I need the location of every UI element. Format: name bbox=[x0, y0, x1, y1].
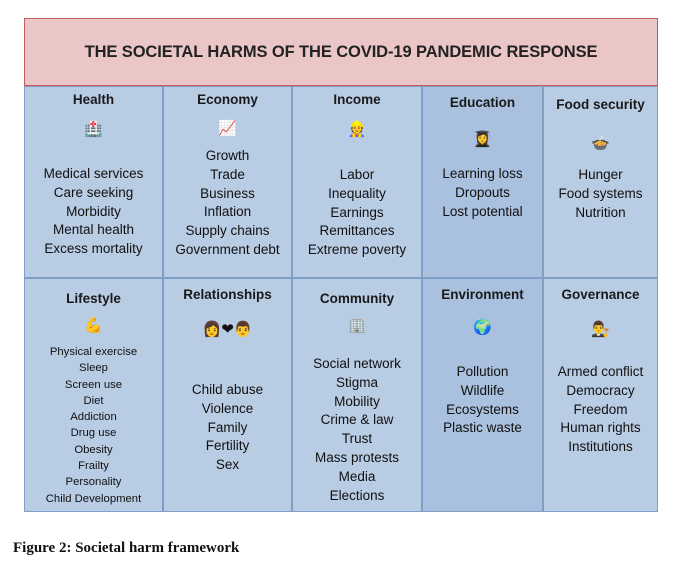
category-item: Human rights bbox=[560, 420, 641, 436]
category-cell-lifestyle bbox=[24, 278, 163, 512]
figure-title: THE SOCIETAL HARMS OF THE COVID-19 PANDEMIC RESPONSE bbox=[84, 42, 598, 61]
category-item-list bbox=[544, 166, 657, 222]
globe-icon: 🌍 bbox=[473, 319, 492, 336]
category-item: Frailty bbox=[78, 460, 109, 473]
category-cell-economy bbox=[163, 86, 292, 278]
category-item-list bbox=[164, 147, 291, 260]
category-item: Personality bbox=[65, 476, 122, 489]
category-item: Ecosystems bbox=[446, 401, 519, 417]
couple-heart-icon: 👩❤👨 bbox=[202, 321, 253, 338]
category-item: Inflation bbox=[203, 204, 252, 220]
category-item: Excess mortality bbox=[44, 241, 143, 257]
category-item: Nutrition bbox=[575, 204, 626, 220]
building-icon: 🏢 bbox=[347, 317, 367, 334]
category-item: Food systems bbox=[558, 185, 643, 201]
flexed-biceps-icon: 💪 bbox=[84, 317, 103, 334]
category-item: Media bbox=[338, 468, 376, 484]
category-heading: Economy bbox=[197, 92, 258, 107]
category-item: Sex bbox=[215, 457, 240, 473]
category-item: Labor bbox=[339, 167, 375, 182]
category-item-list bbox=[25, 344, 162, 507]
category-item: Inequality bbox=[328, 185, 386, 201]
category-item: Fertility bbox=[205, 438, 250, 454]
category-item: Social network bbox=[313, 356, 401, 371]
category-item: Stigma bbox=[335, 374, 379, 390]
category-item-list bbox=[164, 381, 291, 475]
title-bar bbox=[24, 18, 658, 86]
category-item: Dropouts bbox=[455, 184, 510, 200]
category-cell-community bbox=[292, 278, 422, 512]
category-item: Plastic waste bbox=[443, 420, 522, 436]
category-item: Morbidity bbox=[66, 203, 121, 219]
category-cell-income bbox=[292, 86, 422, 278]
category-item: Pollution bbox=[456, 364, 509, 379]
category-item: Child abuse bbox=[191, 382, 264, 397]
category-item: Remittances bbox=[319, 223, 395, 239]
category-heading: Food security bbox=[556, 97, 645, 112]
category-item: Mobility bbox=[334, 393, 380, 409]
category-item: Obesity bbox=[74, 443, 113, 456]
category-item: Mental health bbox=[52, 222, 135, 238]
category-item: Screen use bbox=[64, 378, 123, 391]
societal-harm-framework bbox=[24, 18, 658, 512]
category-item: Child Development bbox=[45, 492, 142, 505]
category-item: Physical exercise bbox=[49, 346, 138, 358]
category-heading: Income bbox=[333, 92, 381, 107]
category-item: Mass protests bbox=[314, 449, 400, 465]
category-item: Armed conflict bbox=[557, 364, 644, 379]
category-item-list bbox=[423, 165, 542, 221]
category-item: Trust bbox=[341, 431, 373, 447]
category-cell-governance bbox=[543, 278, 658, 512]
category-cell-environment bbox=[422, 278, 543, 512]
category-heading: Health bbox=[72, 92, 115, 107]
category-cell-health bbox=[24, 86, 163, 278]
category-item: Government debt bbox=[175, 241, 280, 257]
category-item: Trade bbox=[210, 166, 245, 182]
category-item: Medical services bbox=[43, 166, 144, 181]
category-item: Crime & law bbox=[320, 412, 394, 428]
category-item: Lost potential bbox=[442, 203, 523, 219]
category-cell-relationships bbox=[163, 278, 292, 512]
category-item: Sleep bbox=[79, 362, 108, 375]
category-item: Learning loss bbox=[442, 166, 523, 181]
chart-increasing-icon: 📈 bbox=[218, 120, 237, 137]
student-graduation-cap-icon: 👩‍🎓 bbox=[473, 131, 492, 148]
category-heading: Governance bbox=[561, 287, 640, 302]
category-cell-education bbox=[422, 86, 543, 278]
category-item: Addiction bbox=[70, 411, 117, 424]
category-item: Diet bbox=[83, 394, 104, 407]
category-item: Business bbox=[200, 185, 255, 201]
figure-caption: Figure 2: Societal harm framework bbox=[13, 540, 240, 556]
category-item: Hunger bbox=[578, 167, 623, 182]
food-bowl-icon: 🍲 bbox=[591, 135, 610, 152]
category-item: Extreme poverty bbox=[307, 242, 407, 258]
category-heading: Lifestyle bbox=[66, 291, 121, 306]
category-item-list bbox=[293, 166, 421, 260]
category-item: Drug use bbox=[70, 427, 117, 440]
category-item: Wildlife bbox=[460, 382, 505, 398]
category-item-list bbox=[423, 363, 542, 438]
category-item: Violence bbox=[201, 400, 254, 416]
hospital-icon: 🏥 bbox=[84, 121, 103, 138]
category-heading: Relationships bbox=[183, 287, 272, 302]
category-item-list bbox=[293, 355, 421, 505]
category-item: Democracy bbox=[566, 382, 635, 398]
category-item: Supply chains bbox=[185, 223, 270, 239]
category-item: Earnings bbox=[330, 204, 384, 220]
category-heading: Environment bbox=[441, 287, 524, 302]
category-item-list bbox=[544, 363, 657, 457]
judge-scales-icon: 👨‍⚖️ bbox=[591, 321, 610, 338]
category-heading: Education bbox=[449, 95, 516, 110]
category-item-list bbox=[25, 165, 162, 259]
category-cell-food-security bbox=[543, 86, 658, 278]
category-grid bbox=[24, 86, 658, 512]
category-heading: Community bbox=[319, 291, 395, 306]
category-item: Growth bbox=[205, 148, 250, 163]
category-item: Institutions bbox=[568, 439, 633, 455]
worker-icon: 👷 bbox=[347, 121, 367, 138]
category-item: Elections bbox=[329, 487, 385, 503]
category-item: Freedom bbox=[573, 401, 628, 417]
category-item: Care seeking bbox=[53, 184, 134, 200]
category-item: Family bbox=[207, 419, 248, 435]
